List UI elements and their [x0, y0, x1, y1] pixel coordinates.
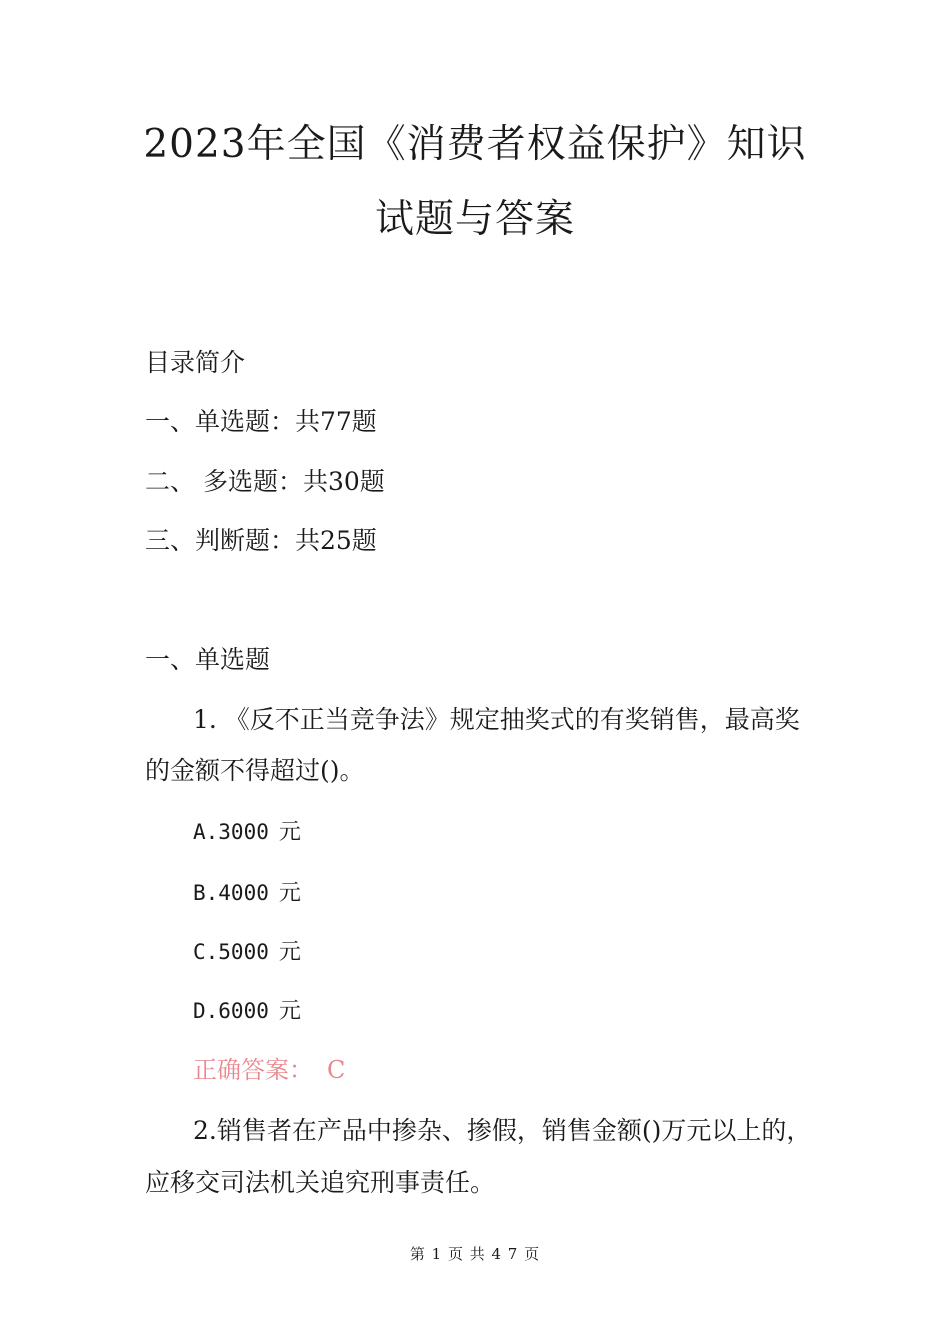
option-a-value: A.3000: [193, 820, 269, 844]
toc-item-single-choice: 一、单选题：共77题: [145, 407, 377, 436]
question-1-option-b: [193, 883, 301, 905]
answer-value: C: [327, 1056, 346, 1084]
page-footer: 第 1 页 共 4 7 页: [409, 1245, 541, 1263]
option-a-unit: 元: [278, 820, 301, 845]
toc-heading: 目录简介: [145, 348, 246, 377]
question-1-text-line2: 的金额不得超过()。: [145, 756, 365, 785]
option-b-value: B.4000: [193, 881, 269, 905]
question-1-answer: [193, 1058, 345, 1082]
option-d-unit: 元: [278, 999, 301, 1024]
question-1-option-a: [193, 822, 301, 844]
section-heading: 一、单选题: [145, 645, 271, 674]
option-c-unit: 元: [278, 940, 301, 965]
document-title-line2: 试题与答案: [374, 197, 575, 242]
option-c-value: C.5000: [193, 940, 269, 964]
option-b-unit: 元: [278, 881, 301, 906]
question-1-text-line1: 1. 《反不正当竞争法》规定抽奖式的有奖销售，最高奖: [193, 705, 800, 734]
question-1-option-c: [193, 942, 301, 964]
option-d-value: D.6000: [193, 999, 269, 1023]
toc-item-multiple-choice: 二、 多选题：共30题: [145, 467, 385, 496]
document-title-line1: 2023年全国《消费者权益保护》知识: [143, 122, 807, 167]
question-1-option-d: [193, 1001, 301, 1023]
answer-label: 正确答案：: [193, 1056, 313, 1084]
toc-item-true-false: 三、判断题：共25题: [145, 526, 377, 555]
question-2-text-line1: 2.销售者在产品中掺杂、掺假，销售金额()万元以上的，: [193, 1116, 812, 1145]
question-2-text-line2: 应移交司法机关追究刑事责任。: [145, 1168, 496, 1197]
